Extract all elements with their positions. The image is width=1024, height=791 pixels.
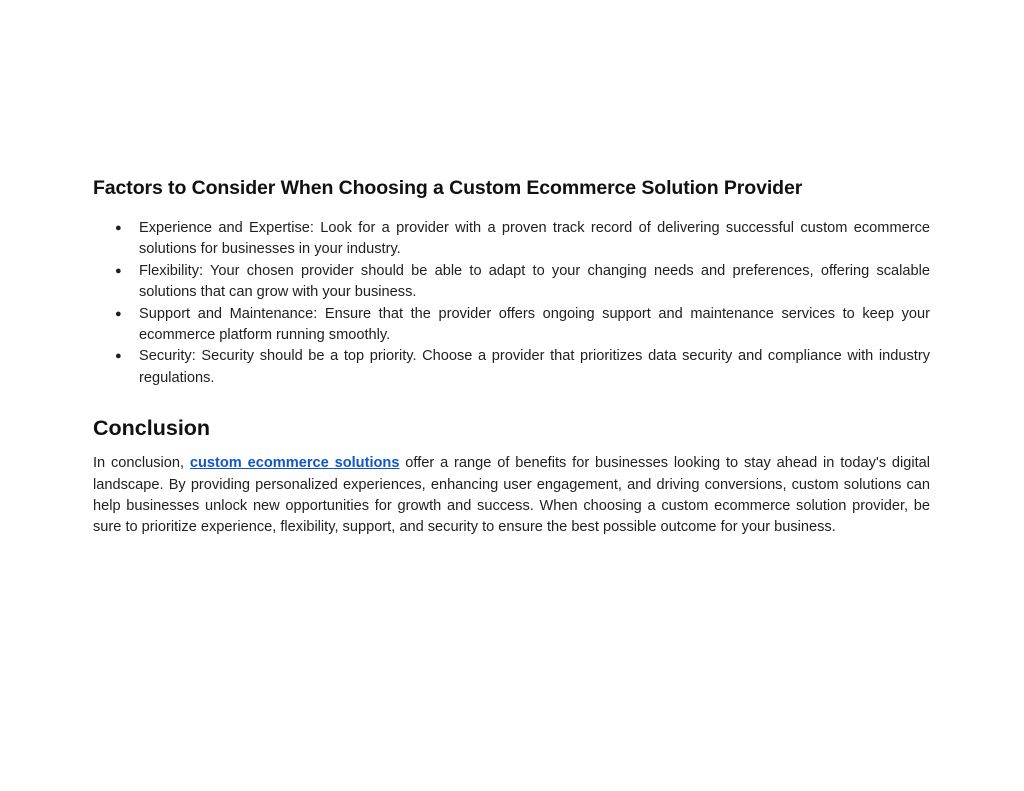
document-page — [93, 172, 930, 539]
bullet-icon: ● — [115, 264, 122, 277]
list-item-flexibility — [93, 261, 930, 304]
conclusion-text-before-link: In conclusion, — [93, 455, 190, 472]
list-item-text: Flexibility: Your chosen provider should be able to adapt to your changing needs and preferences, offering scalable solutions that can grow with your business. — [139, 262, 930, 301]
list-item-text: Support and Maintenance: Ensure that the provider offers ongoing support and maintenance services to keep your ecommerce platform running smoothly. — [139, 305, 930, 344]
custom-ecommerce-solutions-link[interactable]: custom ecommerce solutions — [189, 455, 400, 472]
list-item-text: Security: Security should be a top priority. Choose a provider that prioritizes data security and compliance with industry regulations. — [139, 348, 930, 386]
list-item-support — [93, 304, 930, 347]
conclusion-text-after-link: offer a range of benefits for businesses looking to stay ahead in today's digital landscape. By providing personalized experiences, enhancing user engagement, and driving conversions, custom solutions can help businesses unlock new opportunities for growth and success. When choosing a custom ecommerce solution provider, be sure to prioritize experience, flexibility, support, and security to ensure the best possible outcome for your business. — [93, 455, 930, 536]
list-item-experience — [93, 218, 930, 261]
list-item-security — [93, 346, 930, 389]
bullet-icon: ● — [115, 222, 122, 234]
factors-heading: Factors to Consider When Choosing a Custom Ecommerce Solution Provider — [93, 177, 803, 199]
bullet-icon: ● — [115, 307, 122, 320]
factors-list — [93, 218, 930, 389]
bullet-icon: ● — [115, 350, 122, 363]
conclusion-heading: Conclusion — [93, 416, 211, 441]
list-item-text: Experience and Expertise: Look for a provider with a proven track record of delivering successful custom ecommerce solutions for businesses in your industry. — [139, 220, 930, 258]
conclusion-paragraph — [93, 453, 930, 539]
